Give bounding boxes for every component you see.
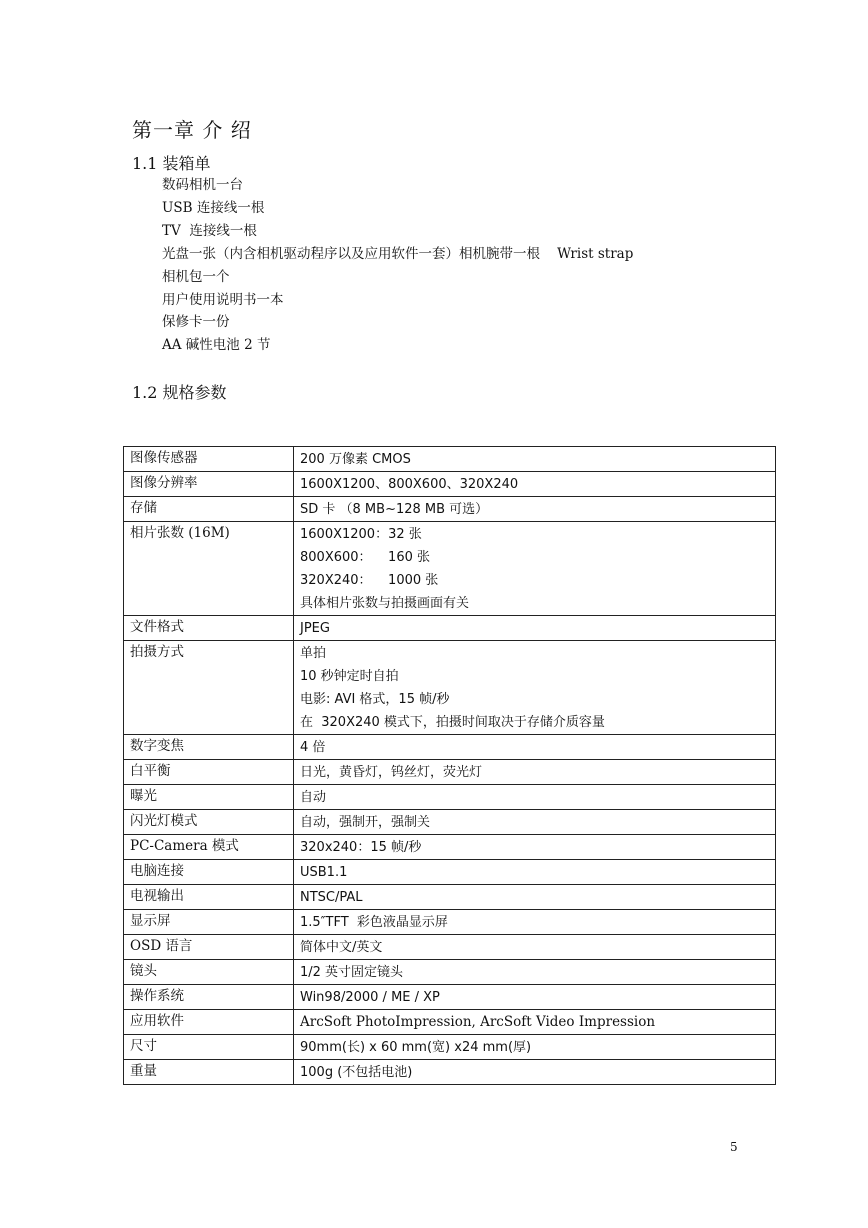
list-item: 光盘一张（内含相机驱动程序以及应用软件一套）相机腕带一根 Wrist strap [162, 245, 634, 262]
spec-key-cell: 存储 [124, 497, 294, 522]
spec-value-line: JPEG [300, 621, 330, 636]
spec-key-cell: 曝光 [124, 785, 294, 810]
table-row [124, 616, 776, 641]
spec-value-line: 日光，黄昏灯，钨丝灯，荧光灯 [300, 765, 483, 780]
spec-value-line: Win98/2000 / ME / XP [300, 990, 440, 1005]
list-item: USB 连接线一根 [162, 199, 265, 216]
list-item: AA 碱性电池 2 节 [162, 337, 271, 354]
spec-value-line: 10 秒钟定时自拍 [300, 669, 399, 684]
spec-value-line: 320X240： 1000 张 [300, 573, 439, 588]
spec-value-cell [294, 616, 776, 641]
spec-value-cell [294, 1010, 776, 1035]
spec-value-line: 1.5″TFT 彩色液晶显示屏 [300, 915, 448, 930]
spec-value-cell [294, 1035, 776, 1060]
table-row [124, 522, 776, 616]
spec-key-cell: 白平衡 [124, 760, 294, 785]
table-row [124, 1035, 776, 1060]
spec-value-cell [294, 735, 776, 760]
list-item: TV 连接线一根 [162, 222, 257, 239]
table-row [124, 985, 776, 1010]
chapter-title: 第一章 介 绍 [132, 118, 252, 142]
table-row [124, 735, 776, 760]
spec-value-cell [294, 760, 776, 785]
table-row [124, 760, 776, 785]
spec-value-line: 自动 [300, 790, 327, 805]
spec-value-line: USB1.1 [300, 865, 348, 880]
spec-value-line: 1/2 英寸固定镜头 [300, 965, 404, 980]
spec-value-line: 1600X1200：32 张 [300, 527, 422, 542]
spec-value-line: 90mm(长) x 60 mm(宽) x24 mm(厚) [300, 1040, 532, 1055]
spec-value-cell [294, 472, 776, 497]
spec-value-line: 单拍 [300, 646, 327, 661]
spec-value-line: 在 320X240 模式下，拍摄时间取决于存储介质容量 [300, 715, 605, 730]
spec-value-line: 200 万像素 CMOS [300, 452, 411, 467]
spec-key-cell: 尺寸 [124, 1035, 294, 1060]
table-row [124, 497, 776, 522]
spec-value-line: NTSC/PAL [300, 890, 363, 905]
table-row [124, 960, 776, 985]
spec-value-cell [294, 497, 776, 522]
spec-key-cell: 数字变焦 [124, 735, 294, 760]
spec-key-cell: 拍摄方式 [124, 641, 294, 735]
table-row [124, 835, 776, 860]
spec-value-cell [294, 810, 776, 835]
table-row [124, 1060, 776, 1085]
table-row [124, 472, 776, 497]
spec-key-cell: 显示屏 [124, 910, 294, 935]
spec-key-cell: 镜头 [124, 960, 294, 985]
spec-value-line: 100g (不包括电池) [300, 1065, 413, 1080]
spec-value-cell [294, 522, 776, 616]
table-row [124, 935, 776, 960]
spec-table [123, 446, 776, 1085]
spec-value-cell [294, 935, 776, 960]
spec-key-cell: 图像分辨率 [124, 472, 294, 497]
spec-value-cell [294, 641, 776, 735]
table-row [124, 810, 776, 835]
page-number: 5 [730, 1140, 738, 1154]
table-row [124, 910, 776, 935]
spec-value-cell [294, 885, 776, 910]
spec-value-cell [294, 960, 776, 985]
table-row [124, 885, 776, 910]
spec-value-line: 320x240：15 帧/秒 [300, 840, 422, 855]
table-row [124, 860, 776, 885]
spec-value-line: 4 倍 [300, 740, 326, 755]
spec-key-cell: 应用软件 [124, 1010, 294, 1035]
spec-value-line: SD 卡 （8 MB~128 MB 可选） [300, 502, 489, 517]
spec-key-cell: 图像传感器 [124, 447, 294, 472]
spec-value-cell [294, 985, 776, 1010]
spec-value-line: 800X600： 160 张 [300, 550, 431, 565]
table-row [124, 1010, 776, 1035]
spec-key-cell: 操作系统 [124, 985, 294, 1010]
spec-value-line: ArcSoft PhotoImpression, ArcSoft Video Impression [300, 1014, 656, 1030]
list-item: 相机包一个 [162, 268, 230, 285]
table-row [124, 447, 776, 472]
section-title-packing-list: 1.1 装箱单 [132, 154, 211, 173]
spec-value-line: 简体中文/英文 [300, 940, 383, 955]
spec-value-cell [294, 860, 776, 885]
spec-key-cell: 闪光灯模式 [124, 810, 294, 835]
spec-key-cell: 重量 [124, 1060, 294, 1085]
spec-value-cell [294, 785, 776, 810]
spec-key-cell: 相片张数 (16M) [124, 522, 294, 616]
spec-key-cell: PC-Camera 模式 [124, 835, 294, 860]
spec-value-line: 1600X1200、800X600、320X240 [300, 477, 519, 492]
spec-value-line: 自动，强制开，强制关 [300, 815, 431, 830]
packing-list [162, 174, 633, 357]
spec-key-cell: OSD 语言 [124, 935, 294, 960]
spec-value-line: 具体相片张数与拍摄画面有关 [300, 596, 470, 611]
list-item: 数码相机一台 [162, 177, 243, 193]
spec-value-cell [294, 1060, 776, 1085]
spec-value-cell [294, 910, 776, 935]
list-item: 保修卡一份 [162, 314, 230, 331]
spec-key-cell: 电脑连接 [124, 860, 294, 885]
spec-key-cell: 电视输出 [124, 885, 294, 910]
section-title-specifications: 1.2 规格参数 [132, 383, 227, 402]
table-row [124, 641, 776, 735]
spec-value-cell [294, 835, 776, 860]
spec-key-cell: 文件格式 [124, 616, 294, 641]
list-item: 用户使用说明书一本 [162, 291, 284, 308]
spec-value-cell [294, 447, 776, 472]
table-row [124, 785, 776, 810]
spec-value-line: 电影: AVI 格式，15 帧/秒 [300, 692, 450, 707]
